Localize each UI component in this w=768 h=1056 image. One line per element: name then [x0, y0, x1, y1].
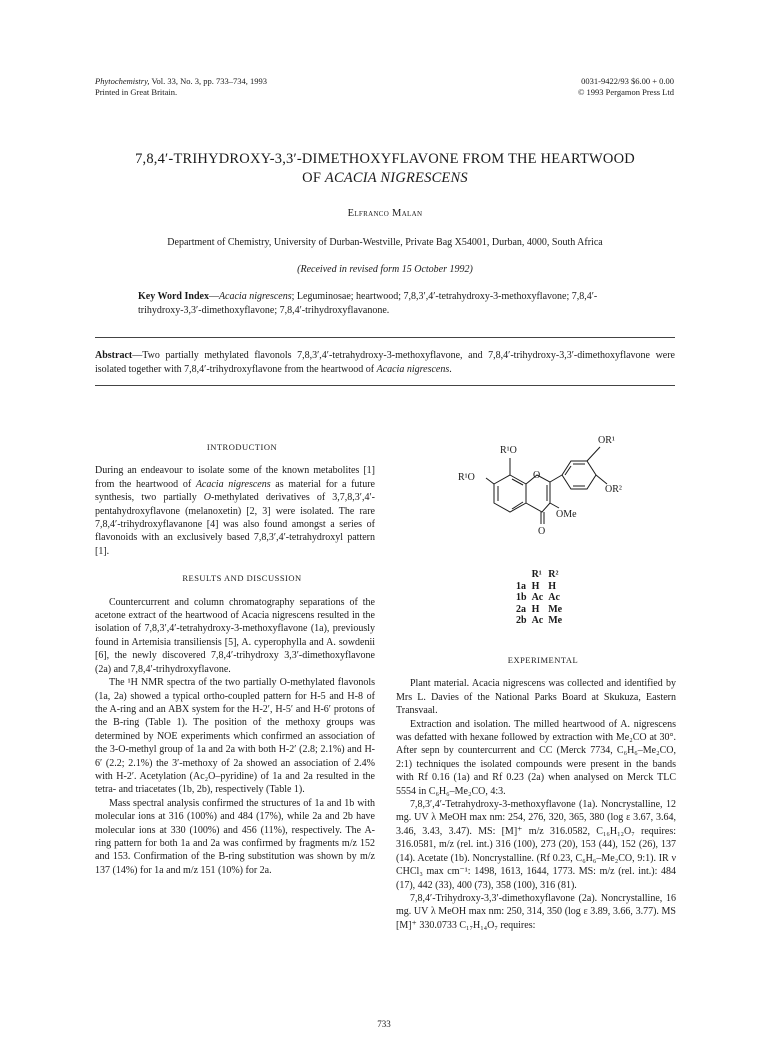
- r2-value: H: [548, 580, 557, 592]
- b-ring: [562, 461, 596, 489]
- intro-text-b: as material for a future synthesis, two partially: [95, 478, 375, 504]
- introduction-heading: INTRODUCTION: [206, 442, 278, 452]
- compound-id: 2a: [516, 603, 526, 615]
- or1-bond: [587, 447, 600, 461]
- experimental-paragraph-2: Extraction and isolation. The milled heartwood of A. nigrescens was defatted with hexane followed by extraction with Me₂CO at 30°. After sepn by countercurrent and CC (Merck 7734, C₆H₆–Me₂CO, 2:1) techniques the isolated compounds were present in the bands with Rf 0.16 (1a) and Rf 0.23 (2a) when analysed on Merck TLC 5554 in C₆H₆–Me₂CO, 4:3.: [396, 718, 676, 797]
- r1o-left-label: R¹O: [458, 472, 475, 483]
- a-ring-double-bond-3: [512, 479, 523, 485]
- substituent-table: [516, 569, 567, 627]
- title-species: ACACIA NIGRESCENS: [324, 170, 468, 186]
- keywords-text: ; Leguminosae; heartwood; 7,8,3′,4′-tetrahydroxy-3-methoxyflavone; 7,8,4′-trihydroxy-3,3′-dimethoxyflavone; 7,8,4′-trihydroxyflavanone.: [138, 291, 598, 316]
- intro-species: Acacia nigrescens: [195, 478, 271, 490]
- page-number: 733: [377, 1019, 391, 1029]
- experimental-paragraph-3: 7,8,3′,4′-Tetrahydroxy-3-methoxyflavone (1a). Noncrystalline, 12 mg. UV λ MeOH max nm: 254, 276, 320, 365, 380 (log ε 3.67, 3.64, 3.46, 3.43, 3.47). MS: [M]⁺ m/z 316.0582, C₁₆H₁₂O₇ requires: 316.0581, m/z (rel. int.) 316 (100), 273 (20), 153 (44), 152 (26), 137 (14). Acetate (1b). Noncrystalline. (Rf 0.23, C₆H₆–Me₂CO, 9:1). IR ν CHCl₃ max cm⁻¹: 1498, 1613, 1644, 1773. MS: m/z (rel. int.): 484 (17), 442 (33), 400 (73), 358 (100), 316 (81).: [396, 799, 676, 891]
- author-affiliation: Department of Chemistry, University of Durban-Westville, Private Bag X54001, Durban, 4000, South Africa: [167, 237, 603, 248]
- experimental-heading: EXPERIMENTAL: [507, 655, 579, 665]
- r2-value: Me: [548, 615, 563, 626]
- results-paragraph-3: Mass spectral analysis confirmed the structures of 1a and 1b with molecular ions at 316 (100%) and 484 (17%), while 2a and 2b have molecular ions at 330 (100%) and 456 (11%), respectively. The A-ring pattern for both 1a and 2a was confirmed by fragments m/z 152 and 153. Confirmation of the B-ring substitution was shown by m/z 137 (14%) for 1a and m/z 151 (10%) for 2a.: [95, 797, 375, 876]
- publisher-info: [578, 76, 674, 98]
- table-row: [516, 615, 567, 627]
- left-column: [95, 441, 375, 877]
- results-paragraph-1: Countercurrent and column chromatography separations of the acetone extract of the heartwood of Acacia nigrescens resulted in the isolation of 7,8,3′,4′-tetrahydroxy-3-methoxyflavone (1a), previously found in Artemisia transiliensis [5], A. cyperophylla and A. sowdenii [6], the newly discovered 7,8,4′-trihydroxy 3,3′-dimethoxyflavone (2a) and 7,8,4′-trihydroxyflavone.: [95, 596, 375, 675]
- abstract-label: Abstract: [95, 350, 133, 361]
- keywords-species: Acacia nigrescens: [218, 291, 292, 302]
- compound-id: 1b: [516, 592, 527, 603]
- journal-name: Phytochemistry,: [95, 76, 150, 86]
- received-date: (Received in revised form 15 October 1992): [297, 264, 473, 275]
- r2-value: Me: [548, 603, 563, 615]
- r2-value: Ac: [548, 592, 560, 603]
- compound-id: 2b: [516, 615, 527, 626]
- r1-value: Ac: [531, 615, 544, 626]
- experimental-paragraph-1: Plant material. Acacia nigrescens was collected and identified by Mrs L. Davies of the National Parks Board at Skukuza, Eastern Transvaal.: [396, 678, 676, 717]
- results-heading: RESULTS AND DISCUSSION: [182, 573, 302, 584]
- issn-code: 0031-9422/93 $6.00 + 0.00: [581, 76, 674, 86]
- key-word-index: [138, 290, 634, 318]
- or2-bond: [596, 475, 607, 484]
- or1-label: OR¹: [598, 435, 615, 446]
- right-column: [396, 654, 676, 932]
- header-r1: R¹: [531, 569, 542, 580]
- table-row: [516, 604, 567, 616]
- keywords-label: Key Word Index: [138, 291, 209, 302]
- abstract-species: Acacia nigrescens: [376, 364, 450, 375]
- intro-text-c: -methylated derivatives of 3,7,8,3′,4′-pentahydroxyflavone (melanoxetin) [2, 3] were isolated. The rare 7,8,4′-trihydroxyflavanone [4] was also found amongst a series of flavonoids with an exclusively based 7,8,3′,4′-tetrahydroxyl pattern [1].: [95, 492, 375, 557]
- keywords-dash: —: [208, 291, 219, 302]
- intro-o: O: [203, 492, 212, 504]
- abstract: [95, 349, 675, 377]
- introduction-paragraph: [95, 464, 375, 558]
- table-row: [516, 581, 567, 593]
- or2-label: OR²: [605, 484, 622, 495]
- r1o-top-label: R¹O: [500, 445, 517, 456]
- copyright-line: © 1993 Pergamon Press Ltd: [577, 87, 674, 97]
- abstract-top-rule: [95, 337, 675, 338]
- b-ring-link: [550, 475, 562, 482]
- table-row: [516, 592, 567, 604]
- structure-bonds: [486, 447, 607, 524]
- results-paragraph-2: The ¹H NMR spectra of the two partially O-methylated flavonols (1a, 2a) showed a typical ortho-coupled pattern for H-5 and H-8 of the A-ring and an ABX system for the H-2′, H-5′ and H-6′ protons of the B-ring (Table 1). The position of the methoxy groups was determined by NOE experiments which confirmed an association of the 3-O-methyl group of 1a and 2a with both H-2′ (2.8; 2.1%) and H-6′ (2.2; 2.1%) the 3′-methoxy of 2a showed an association of 2.4% with H-2′. Acetylation (Ac₂O–pyridine) of 1a and 2a resulted in the tetra- and triacetates (1b, 2b), respectively (Table 1).: [95, 677, 375, 796]
- r1-value: Ac: [531, 592, 544, 603]
- r1-value: H: [531, 580, 540, 592]
- printed-in: Printed in Great Britain.: [95, 87, 178, 97]
- a-ring: [494, 475, 526, 512]
- journal-volume: Vol. 33, No. 3, pp. 733–734, 1993: [149, 76, 268, 86]
- abstract-bottom-rule: [95, 385, 675, 386]
- b-ring-double-bond-3: [565, 466, 571, 475]
- journal-citation: [95, 76, 267, 98]
- header-compound: [516, 569, 532, 581]
- experimental-paragraph-4: 7,8,4′-Trihydroxy-3,3′-dimethoxyflavone (2a). Noncrystalline, 16 mg. UV λ MeOH max nm: 250, 314, 350 (log ε 3.89, 3.66, 3.77). MS [M]⁺ 330.0733 C₁₇H₁₄O₇ requires:: [396, 892, 676, 931]
- intro-text-a: During an endeavour to isolate some of the known metabolites [1] from the heartwood of: [95, 465, 375, 490]
- title-line-1: 7,8,4′-TRIHYDROXY-3,3′-DIMETHOXYFLAVONE FROM THE HEARTWOOD: [135, 151, 635, 167]
- abstract-text: —Two partially methylated flavonols 7,8,3′,4′-tetrahydroxy-3-methoxyflavone, and 7,8,4′-trihydroxy-3,3′-dimethoxyflavone were isolated together with 7,8,4′-trihydroxyflavone from the heartwood of: [95, 350, 675, 375]
- flavone-structure-diagram: [455, 425, 625, 565]
- author-name: Elfranco Malan: [347, 208, 423, 219]
- abstract-end: .: [449, 364, 452, 375]
- r1-value: H: [531, 603, 540, 615]
- compound-id: 1a: [516, 580, 526, 592]
- ome-bond: [550, 503, 559, 508]
- ring-oxygen-label: O: [533, 470, 541, 481]
- ome-label: OMe: [556, 509, 577, 520]
- carbonyl-oxygen-label: O: [538, 526, 546, 537]
- article-title: [95, 150, 675, 188]
- r1o-left-bond: [486, 478, 494, 484]
- title-line-2-prefix: OF: [302, 170, 325, 186]
- header-r2: R²: [548, 569, 559, 580]
- substituent-header-row: [516, 569, 567, 581]
